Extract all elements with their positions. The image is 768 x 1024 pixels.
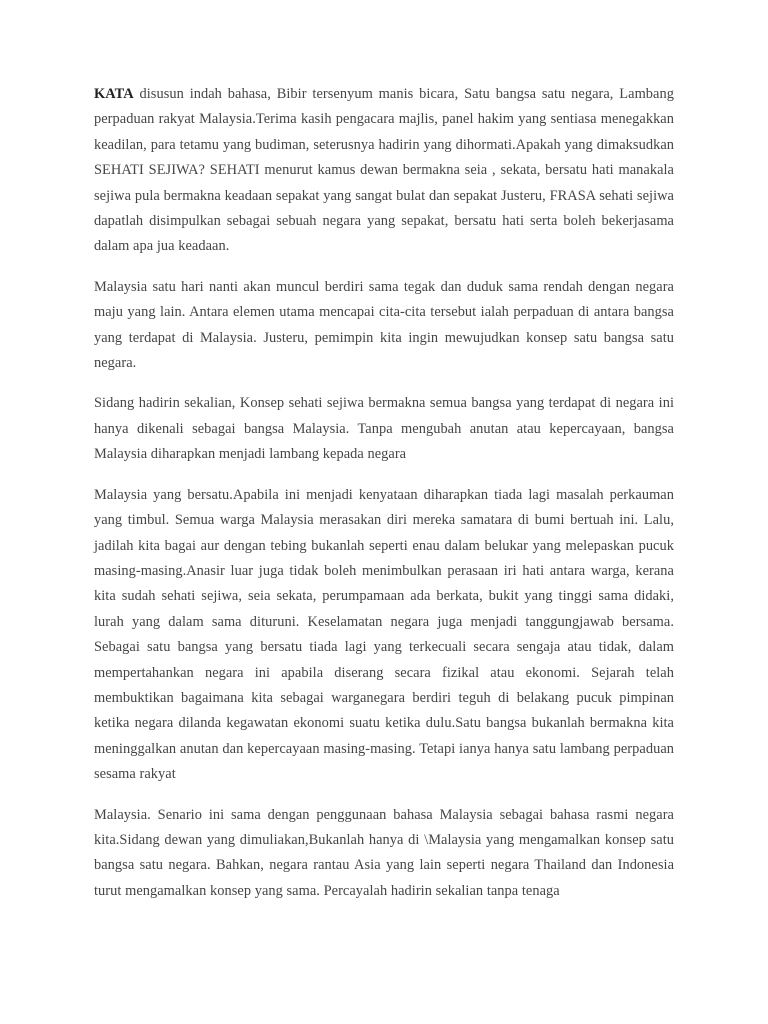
paragraph-5: Malaysia. Senario ini sama dengan penggunaan bahasa Malaysia sebagai bahasa rasmi negara kita.Sidang dewan yang dimuliakan,Bukanlah hanya di \Malaysia yang mengamalkan konsep satu bangsa satu negara. Bahkan, negara rantau Asia yang lain seperti negara Thailand dan Indonesia turut mengamalkan konsep yang sama. Percayalah hadirin sekalian tanpa tenaga (94, 806, 674, 899)
paragraph-1-text: disusun indah bahasa, Bibir tersenyum manis bicara, Satu bangsa satu negara, Lambang perpaduan rakyat Malaysia.Terima kasih pengacara majlis, panel hakim yang sentiasa menegakkan keadilan, para tetamu yang budiman, seterusnya hadirin yang dihormati.Apakah yang dimaksudkan SEHATI SEJIWA? SEHATI menurut kamus dewan bermakna seia , sekata, bersatu hati manakala sejiwa pula bermakna keadaan sepakat yang sangat bulat dan sepakat Justeru, FRASA sehati sejiwa dapatlah disimpulkan sebagai sebuah negara yang sepakat, bersatu hati serta boleh bekerjasama dalam apa jua keadaan. (94, 86, 674, 255)
lead-word: KATA (94, 86, 134, 102)
paragraph-1 (94, 82, 674, 260)
document-page (94, 82, 674, 919)
paragraph-4: Malaysia yang bersatu.Apabila ini menjadi kenyataan diharapkan tiada lagi masalah perkauman yang timbul. Semua warga Malaysia merasakan diri mereka samatara di bumi bertuah ini. Lalu, jadilah kita bagai aur dengan tebing bukanlah seperti enau dalam belukar yang melepaskan pucuk masing-masing.Anasir luar juga tidak boleh menimbulkan perasaan iri hati antara warga, kerana kita sudah sehati sejiwa, seia sekata, perumpamaan ada berkata, bukit yang tinggi sama didaki, lurah yang dalam sama dituruni. Keselamatan negara juga menjadi tanggungjawab bersama. Sebagai satu bangsa yang bersatu tiada lagi yang terkecuali secara sengaja atau tidak, dalam mempertahankan negara ini apabila diserang secara fizikal atau ekonomi. Sejarah telah membuktikan bagaimana kita sebagai warganegara berdiri teguh di belakang pucuk pimpinan ketika negara dilanda kegawatan ekonomi suatu ketika dulu.Satu bangsa bukanlah bermakna kita meninggalkan anutan dan kepercayaan masing-masing. Tetapi ianya hanya satu lambang perpaduan sesama rakyat (94, 486, 674, 783)
paragraph-3: Sidang hadirin sekalian, Konsep sehati sejiwa bermakna semua bangsa yang terdapat di negara ini hanya dikenali sebagai bangsa Malaysia. Tanpa mengubah anutan atau kepercayaan, bangsa Malaysia diharapkan menjadi lambang kepada negara (94, 395, 674, 463)
paragraph-2: Malaysia satu hari nanti akan muncul berdiri sama tegak dan duduk sama rendah dengan negara maju yang lain. Antara elemen utama mencapai cita-cita tersebut ialah perpaduan di antara bangsa yang terdapat di Malaysia. Justeru, pemimpin kita ingin mewujudkan konsep satu bangsa satu negara. (94, 278, 674, 372)
